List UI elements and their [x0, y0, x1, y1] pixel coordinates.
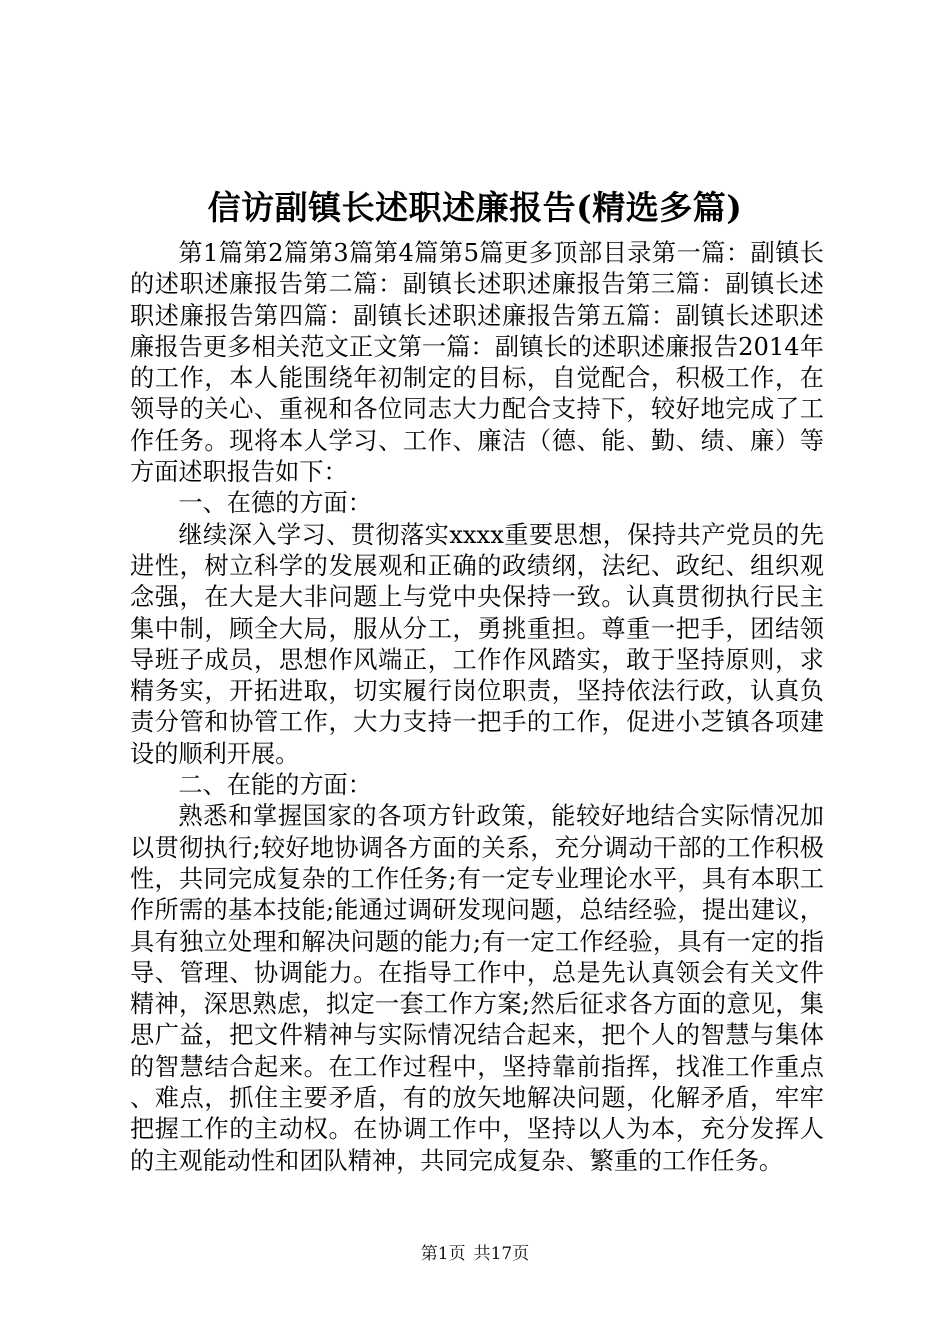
body-paragraph: 继续深入学习、贯彻落实xxxx重要思想，保持共产党员的先进性，树立科学的发展观和正确的政绩纲，法纪、政纪、组织观念强，在大是大非问题上与党中央保持一致。认真贯彻执行民主集中制，顾全大局，服从分工，勇挑重担。尊重一把手，团结领导班子成员，思想作风端正，工作作风踏实，敢于坚持原则，求精务实，开拓进取，切实履行岗位职责，坚持依法行政，认真负责分管和协管工作，大力支持一把手的工作，促进小芝镇各项建设的顺利开展。 — [130, 520, 824, 768]
section-heading-ability: 二、在能的方面： — [178, 771, 372, 800]
document-body — [130, 238, 824, 1177]
page-number: 第1页 — [420, 1244, 466, 1264]
page-total: 共17页 — [473, 1244, 530, 1264]
document-title: 信访副镇长述职述廉报告(精选多篇) — [207, 188, 743, 227]
body-paragraph: 第1篇第2篇第3篇第4篇第5篇更多顶部目录第一篇：副镇长的述职述廉报告第二篇：副镇长述职述廉报告第三篇：副镇长述职述廉报告第四篇：副镇长述职述廉报告第五篇：副镇长述职述廉报告更多相关范文正文第一篇：副镇长的述职述廉报告2014年的工作，本人能围绕年初制定的目标，自觉配合，积极工作，在领导的关心、重视和各位同志大力配合支持下，较好地完成了工作任务。现将本人学习、工作、廉洁（德、能、勤、绩、廉）等方面述职报告如下： — [130, 239, 824, 487]
page-footer — [0, 1243, 950, 1265]
section-heading-virtue: 一、在德的方面： — [178, 489, 372, 518]
body-paragraph: 熟悉和掌握国家的各项方针政策，能较好地结合实际情况加以贯彻执行;较好地协调各方面的关系，充分调动干部的工作积极性，共同完成复杂的工作任务;有一定专业理论水平，具有本职工作所需的基本技能;能通过调研发现问题，总结经验，提出建议，具有独立处理和解决问题的能力;有一定工作经验，具有一定的指导、管理、协调能力。在指导工作中，总是先认真领会有关文件精神，深思熟虑，拟定一套工作方案;然后征求各方面的意见，集思广益，把文件精神与实际情况结合起来，把个人的智慧与集体的智慧结合起来。在工作过程中，坚持靠前指挥，找准工作重点、难点，抓住主要矛盾，有的放矢地解决问题，化解矛盾，牢牢把握工作的主动权。在协调工作中，坚持以人为本，充分发挥人的主观能动性和团队精神，共同完成复杂、繁重的工作任务。 — [130, 802, 824, 1175]
